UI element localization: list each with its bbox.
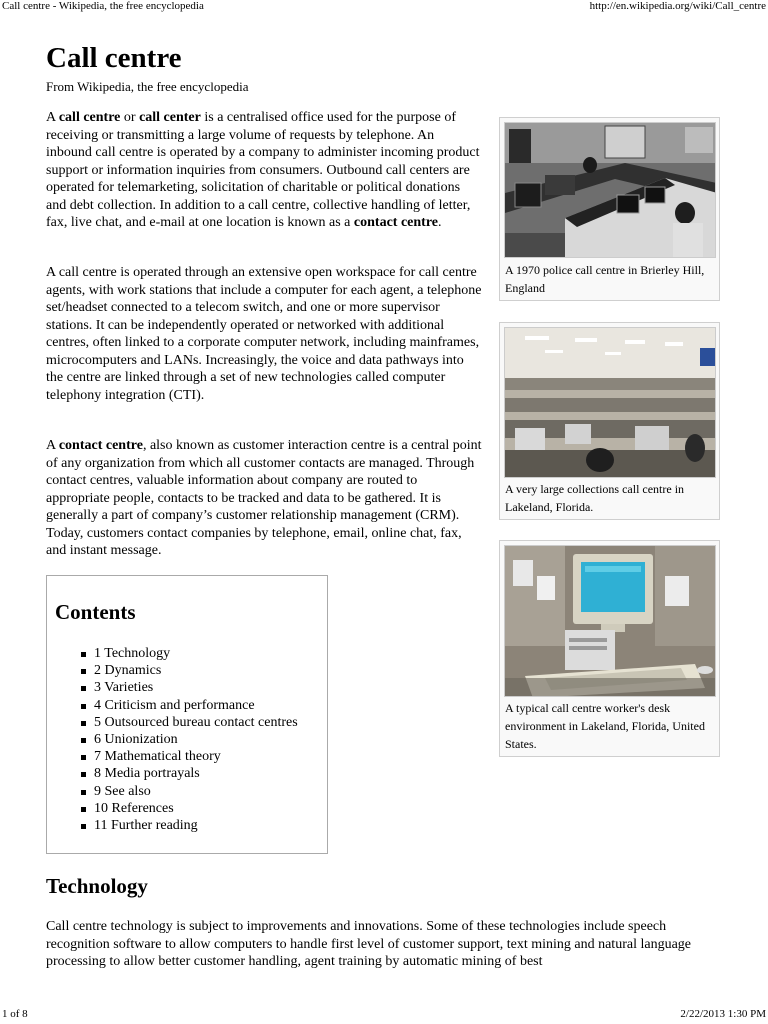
print-header-title: Call centre - Wikipedia, the free encyclopedia bbox=[2, 0, 204, 12]
toc-item-technology[interactable]: 1 Technology bbox=[80, 645, 298, 662]
page-subtitle: From Wikipedia, the free encyclopedia bbox=[46, 79, 249, 94]
toc-item-math-theory[interactable]: 7 Mathematical theory bbox=[80, 748, 298, 765]
collections-call-centre-image[interactable] bbox=[504, 327, 716, 478]
toc-list bbox=[80, 645, 298, 834]
thumbnail-collections-call-centre bbox=[499, 322, 720, 520]
thumbnail-caption-1: A 1970 police call centre in Brierley Hill, England bbox=[505, 263, 705, 295]
table-of-contents bbox=[46, 575, 328, 854]
toc-item-varieties[interactable]: 3 Varieties bbox=[80, 679, 298, 696]
intro-paragraph-3: A contact centre, also known as customer interaction centre is a central point of any organization from which all customer contacts are managed. Through contact centres, valuable information about company are routed to appropriate people, contacts to be tracked and data to be gathered. It is generally a part of company’s customer relationship management (CRM). Today, customers contact companies by telephone, email, online chat, fax, and instant message. bbox=[46, 438, 482, 558]
page-number: 1 of 8 bbox=[2, 1008, 28, 1020]
print-header bbox=[0, 0, 768, 14]
thumbnail-caption-3: A typical call centre worker's desk environment in Lakeland, Florida, United States. bbox=[505, 701, 705, 751]
police-call-centre-image[interactable] bbox=[504, 122, 716, 258]
toc-item-criticism[interactable]: 4 Criticism and performance bbox=[80, 697, 298, 714]
intro-paragraph-2: A call centre is operated through an extensive open workspace for call centre agents, with work stations that include a computer for each agent, a telephone set/headset connected to a telecom switch, and one or more supervisor stations. It can be independently operated or networked with additional centres, often linked to a corporate computer network, including mainframes, microcomputers and LANs. Increasingly, the voice and data pathways into the centre are linked through a set of new technologies called computer telephony integration (CTI). bbox=[46, 265, 482, 403]
toc-item-see-also[interactable]: 9 See also bbox=[80, 783, 298, 800]
toc-item-references[interactable]: 10 References bbox=[80, 800, 298, 817]
toc-item-dynamics[interactable]: 2 Dynamics bbox=[80, 662, 298, 679]
toc-title: Contents bbox=[55, 600, 136, 624]
print-timestamp: 2/22/2013 1:30 PM bbox=[680, 1008, 766, 1020]
term-contact-centre-2: contact centre bbox=[58, 438, 143, 453]
toc-item-media[interactable]: 8 Media portrayals bbox=[80, 765, 298, 782]
thumbnail-police-call-centre bbox=[499, 117, 720, 301]
term-call-centre-link: call centre bbox=[58, 110, 121, 125]
thumbnail-caption-2: A very large collections call centre in Lakeland, Florida. bbox=[505, 482, 685, 514]
toc-item-outsourced[interactable]: 5 Outsourced bureau contact centres bbox=[80, 714, 298, 731]
desk-environment-image[interactable] bbox=[504, 545, 716, 697]
page-title: Call centre bbox=[46, 42, 182, 74]
print-header-url: http://en.wikipedia.org/wiki/Call_centre bbox=[589, 0, 766, 12]
toc-item-further-reading[interactable]: 11 Further reading bbox=[80, 817, 298, 834]
technology-paragraph: Call centre technology is subject to improvements and innovations. Some of these technologies include speech recognition software to allow computers to handle first level of customer support, text mining and natural language processing to allow better customer handling, agent training by automatic mining of best bbox=[46, 919, 691, 969]
thumbnail-desk-environment bbox=[499, 540, 720, 757]
term-call-center: call center bbox=[139, 110, 201, 125]
section-heading-technology: Technology bbox=[46, 874, 148, 898]
print-footer bbox=[0, 1008, 768, 1022]
toc-item-unionization[interactable]: 6 Unionization bbox=[80, 731, 298, 748]
term-contact-centre: contact centre bbox=[353, 215, 438, 230]
intro-paragraph-1: A call centre or call center is a centralised office used for the purpose of receiving or transmitting a large volume of requests by telephone. An inbound call centre is operated by a company to administer incoming product support or information inquiries from consumers. Outbound call centers are operated for telemarketing, solicitation of charitable or political donations and debt collection. In addition to a call centre, collective handling of letter, fax, live chat, and e-mail at one location is known as a contact centre. bbox=[46, 110, 480, 230]
